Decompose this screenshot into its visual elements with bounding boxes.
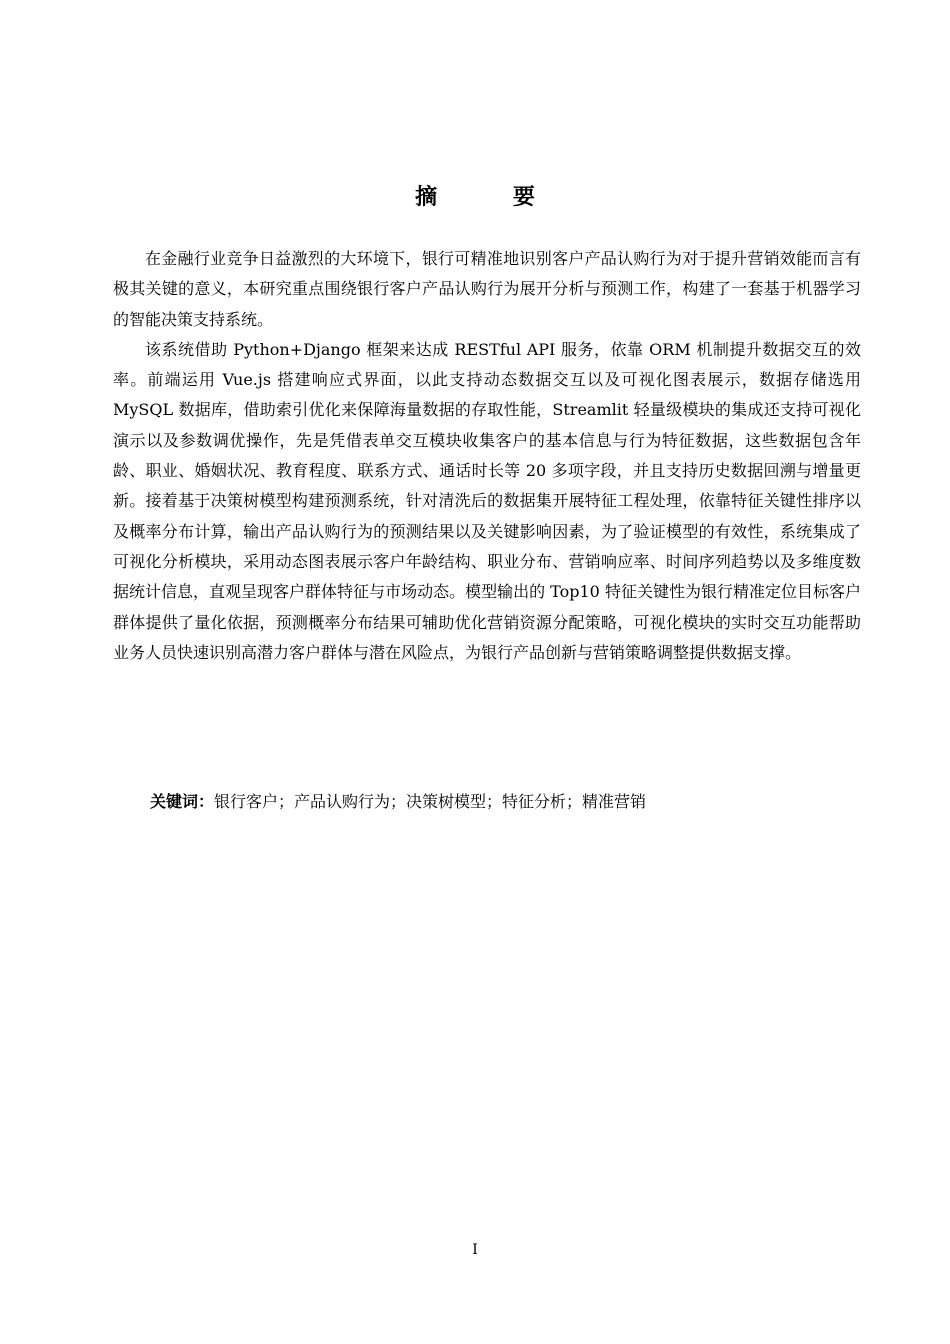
abstract-paragraph-2: 该系统借助 Python+Django 框架来达成 RESTful API 服务，依靠 ORM 机制提升数据交互的效率。前端运用 Vue.js 搭建响应式界面，以此支持动态数据交互以及可视化图表展示，数据存储选用 MySQL 数据库，借助索引优化来保障海量数据的存取性能，Streamlit 轻量级模块的集成还支持可视化演示以及参数调优操作，先是凭借表单交互模块收集客户的基本信息与行为特征数据，这些数据包含年龄、职业、婚姻状况、教育程度、联系方式、通话时长等 20 多项字段，并且支持历史数据回溯与增量更新。接着基于决策树模型构建预测系统，针对清洗后的数据集开展特征工程处理，依靠特征关键性排序以及概率分布计算，输出产品认购行为的预测结果以及关键影响因素，为了验证模型的有效性，系统集成了可视化分析模块，采用动态图表展示客户年龄结构、职业分布、营销响应率、时间序列趋势以及多维度数据统计信息，直观呈现客户群体特征与市场动态。模型输出的 Top10 特征关键性为银行精准定位目标客户群体提供了量化依据，预测概率分布结果可辅助优化营销资源分配策略，可视化模块的实时交互功能帮助业务人员快速识别高潜力客户群体与潜在风险点，为银行产品创新与营销策略调整提供数据支撑。 bbox=[113, 339, 861, 662]
abstract-title: 摘 要 bbox=[415, 185, 569, 210]
page-number: I bbox=[472, 1242, 478, 1258]
keywords-line bbox=[150, 787, 850, 817]
keywords-text: 银行客户；产品认购行为；决策树模型；特征分析；精准营销 bbox=[214, 792, 647, 811]
abstract-body bbox=[113, 244, 861, 668]
keywords-label: 关键词： bbox=[150, 792, 215, 811]
abstract-paragraph-1: 在金融行业竞争日益激烈的大环境下，银行可精准地识别客户产品认购行为对于提升营销效能而言有极其关键的意义，本研究重点围绕银行客户产品认购行为展开分析与预测工作，构建了一套基于机器学习的智能决策支持系统。 bbox=[113, 249, 861, 329]
